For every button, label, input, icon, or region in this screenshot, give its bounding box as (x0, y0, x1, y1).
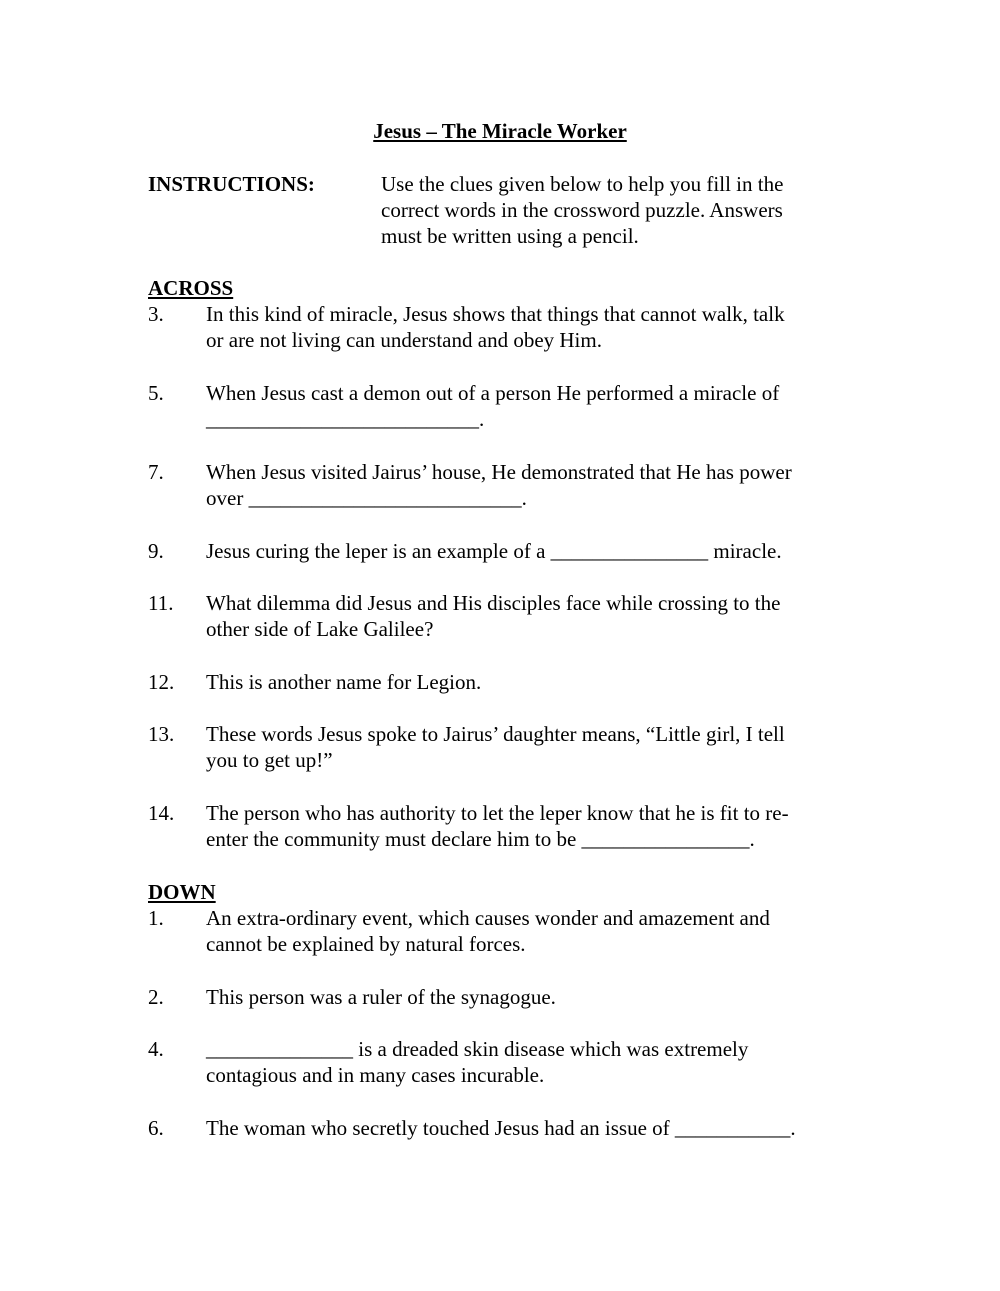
clue-line: or are not living can understand and obey Him. (206, 328, 602, 352)
clue-number: 14. (148, 801, 175, 825)
clue-line: What dilemma did Jesus and His disciples face while crossing to the (206, 591, 781, 615)
clue-line: When Jesus visited Jairus’ house, He demonstrated that He has power (206, 460, 792, 484)
instructions-line: must be written using a pencil. (381, 224, 639, 248)
clue-line: An extra-ordinary event, which causes wonder and amazement and (206, 906, 770, 930)
clue-line: contagious and in many cases incurable. (206, 1063, 545, 1087)
clue-number: 7. (148, 460, 164, 484)
down-heading: DOWN (148, 880, 216, 904)
clue-number: 11. (148, 591, 174, 615)
clue-line: you to get up!” (206, 748, 333, 772)
clue-number: 13. (148, 722, 175, 746)
clue-number: 9. (148, 539, 164, 563)
clue-number: 6. (148, 1116, 164, 1140)
clue-line: The person who has authority to let the leper know that he is fit to re- (206, 801, 789, 825)
clue-number: 4. (148, 1037, 164, 1061)
instructions-line: correct words in the crossword puzzle. Answers (381, 198, 783, 222)
instructions-label: INSTRUCTIONS: (148, 172, 315, 196)
across-heading: ACROSS (148, 276, 234, 300)
clue-line: This person was a ruler of the synagogue. (206, 985, 556, 1009)
clue-line: ______________ is a dreaded skin disease which was extremely (206, 1037, 749, 1061)
clue-line: In this kind of miracle, Jesus shows that things that cannot walk, talk (206, 302, 785, 326)
clue-number: 1. (148, 906, 164, 930)
instructions-line: Use the clues given below to help you fill in the (381, 172, 784, 196)
clue-number: 3. (148, 302, 164, 326)
clue-line: This is another name for Legion. (206, 670, 482, 694)
clue-line: The woman who secretly touched Jesus had an issue of ___________. (206, 1116, 796, 1140)
instructions-text (381, 171, 841, 249)
clue-number: 12. (148, 670, 175, 694)
clue-number: 2. (148, 985, 164, 1009)
clue-line: enter the community must declare him to be ________________. (206, 827, 755, 851)
clue-line: These words Jesus spoke to Jairus’ daughter means, “Little girl, I tell (206, 722, 785, 746)
clue-line: other side of Lake Galilee? (206, 617, 434, 641)
clue-line: When Jesus cast a demon out of a person He performed a miracle of (206, 381, 780, 405)
clue-line: cannot be explained by natural forces. (206, 932, 526, 956)
clue-line: __________________________. (206, 407, 485, 431)
clue-number: 5. (148, 381, 164, 405)
page-title: Jesus – The Miracle Worker (373, 119, 627, 143)
clue-line: over __________________________. (206, 486, 527, 510)
clue-line: Jesus curing the leper is an example of a _______________ miracle. (206, 539, 782, 563)
